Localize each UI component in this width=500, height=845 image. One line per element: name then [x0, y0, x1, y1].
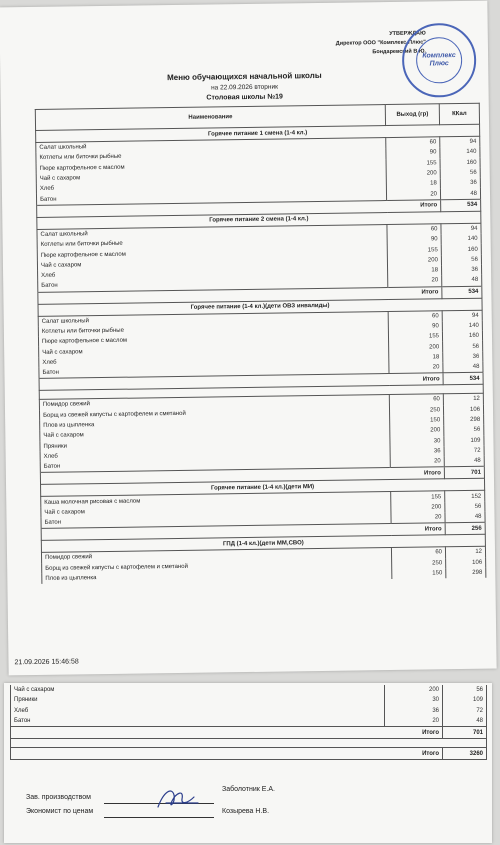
menu-table-continued — [10, 685, 487, 760]
menu-title: Меню обучающихся начальной школы — [167, 70, 322, 83]
dish-name: Батон — [39, 363, 389, 379]
approval-director: Директор ООО "Комплекс-Плюс" — [335, 39, 426, 47]
dish-name: Каша молочная рисовая с маслом — [41, 492, 391, 508]
dish-weight: 150 — [390, 415, 444, 426]
dish-name: Чай с сахаром — [41, 503, 391, 518]
dish-name: Батон — [41, 513, 391, 529]
dish-weight: 90 — [387, 234, 441, 245]
section-title: Горячее питание (1-4 кл.)(дети МИ) — [41, 479, 485, 497]
total-value: 701 — [443, 727, 487, 739]
dish-weight: 18 — [388, 265, 442, 276]
dish-name: Салат школьный — [38, 311, 388, 327]
menu-page-2 — [4, 683, 492, 843]
economist-signature-line — [104, 817, 214, 818]
dish-name: Хлеб — [38, 266, 388, 281]
dish-kcal: 140 — [440, 147, 480, 158]
dish-weight: 20 — [389, 362, 443, 374]
total-value: 701 — [444, 467, 484, 480]
menu-date: на 22.09.2026 вторник — [211, 83, 278, 92]
dish-weight: 200 — [391, 502, 445, 513]
total-row — [11, 727, 487, 739]
economist-label: Экономист по ценам — [26, 808, 94, 815]
dish-kcal: 48 — [443, 362, 483, 373]
menu-table — [35, 103, 487, 584]
dish-kcal: 36 — [443, 351, 483, 362]
section-title: Горячее питание 2 смена (1-4 кл.) — [37, 211, 481, 229]
total-label: Итого — [39, 373, 443, 391]
dish-kcal: 12 — [445, 547, 485, 558]
section-title: Горячее питание (1-4 кл.)(дети ОВЗ инвалиды) — [38, 298, 482, 316]
dish-kcal: 72 — [443, 706, 487, 716]
table-row — [11, 695, 487, 705]
dish-weight: 90 — [388, 321, 442, 332]
total-value: 534 — [442, 286, 482, 299]
column-header-name: Наименование — [35, 105, 385, 131]
dish-name: Пюре картофельное с маслом — [38, 332, 388, 347]
total-label: Итого — [40, 467, 444, 485]
dish-weight: 200 — [386, 168, 440, 179]
dish-kcal: 36 — [440, 178, 480, 189]
dish-name: Батон — [11, 716, 385, 727]
approval-name: Бондаревский В.Ю. — [372, 48, 427, 56]
dish-weight: 200 — [385, 685, 443, 695]
dish-kcal: 106 — [443, 404, 483, 415]
total-label: Итого — [11, 727, 443, 739]
total-value: 256 — [445, 523, 485, 536]
dish-name: Батон — [40, 457, 390, 473]
dish-kcal: 106 — [446, 557, 486, 568]
dish-kcal: 48 — [443, 716, 487, 727]
dish-kcal: 109 — [444, 435, 484, 446]
dish-weight: 36 — [385, 706, 443, 716]
dish-name: Хлеб — [39, 353, 389, 368]
dish-kcal: 152 — [445, 491, 485, 502]
dish-weight: 30 — [390, 436, 444, 447]
dish-name: Пюре картофельное с маслом — [37, 245, 387, 260]
dish-kcal: 94 — [442, 310, 482, 321]
dish-weight: 20 — [388, 276, 442, 288]
dish-kcal: 72 — [444, 446, 484, 457]
dish-name: Пюре картофельное с маслом — [36, 159, 386, 174]
dish-weight: 60 — [389, 394, 443, 406]
dish-name: Котлеты или биточки рыбные — [37, 235, 387, 250]
dish-name: Помидор свежий — [41, 548, 391, 564]
canteen-name: Столовая школы №19 — [206, 93, 283, 102]
dish-kcal: 140 — [441, 234, 481, 245]
production-manager-name: Заболотник Е.А. — [222, 786, 275, 793]
dish-kcal: 48 — [442, 275, 482, 286]
dish-weight: 250 — [389, 405, 443, 416]
dish-kcal: 12 — [443, 394, 483, 405]
dish-weight: 18 — [386, 178, 440, 189]
dish-weight: 155 — [388, 331, 442, 342]
dish-kcal: 94 — [440, 136, 480, 147]
dish-name: Батон — [36, 190, 386, 206]
dish-kcal: 36 — [442, 265, 482, 276]
dish-weight: 30 — [385, 695, 443, 705]
approval-title: УТВЕРЖДАЮ — [389, 30, 426, 37]
dish-kcal: 160 — [440, 157, 480, 168]
dish-name: Пряники — [11, 695, 385, 705]
dish-weight: 60 — [387, 224, 441, 236]
dish-name: Котлеты или биточки рыбные — [38, 322, 388, 337]
dish-name: Хлеб — [40, 447, 390, 462]
dish-kcal: 298 — [444, 415, 484, 426]
dish-name: Чай с сахаром — [11, 685, 385, 695]
dish-name: Салат школьный — [36, 138, 386, 154]
dish-name: Хлеб — [36, 179, 386, 194]
dish-kcal: 140 — [442, 321, 482, 332]
section-title: ГПД (1-4 кл.)(дети ММ,СВО) — [41, 535, 485, 553]
dish-weight: 200 — [390, 426, 444, 437]
grand-total-row — [11, 748, 487, 760]
dish-name: Пряники — [40, 437, 390, 452]
dish-weight: 20 — [386, 189, 440, 201]
dish-name: Батон — [38, 276, 388, 292]
dish-kcal: 56 — [443, 685, 487, 695]
dish-name: Чай с сахаром — [36, 169, 386, 184]
dish-name: Борщ из свежей капусты с картофелем и сметаной — [39, 406, 389, 421]
economist-name: Козырева Н.В. — [222, 808, 270, 815]
section-spacer — [11, 739, 487, 748]
total-value: 534 — [441, 199, 481, 212]
dish-weight: 155 — [387, 245, 441, 256]
total-label: Итого — [41, 523, 445, 541]
dish-weight: 20 — [391, 512, 445, 524]
dish-kcal: 48 — [440, 188, 480, 199]
dish-name: Чай с сахаром — [37, 256, 387, 271]
dish-kcal: 56 — [443, 341, 483, 352]
dish-name: Чай с сахаром — [40, 426, 390, 441]
dish-kcal: 109 — [443, 695, 487, 705]
dish-weight: 18 — [389, 352, 443, 363]
dish-weight: 60 — [386, 137, 440, 149]
total-label: Итого — [38, 286, 442, 304]
section-spacer-cell — [11, 739, 487, 748]
dish-kcal: 160 — [441, 244, 481, 255]
table-row — [11, 685, 487, 695]
dish-weight: 60 — [388, 310, 442, 322]
dish-weight: 150 — [392, 568, 446, 579]
table-row — [11, 716, 487, 727]
dish-kcal: 56 — [441, 254, 481, 265]
dish-kcal: 298 — [446, 568, 486, 579]
total-label: Итого — [11, 748, 443, 760]
stamp-text: Комплекс Плюс — [422, 52, 456, 68]
dish-weight: 200 — [387, 255, 441, 266]
print-timestamp: 21.09.2026 15:46:58 — [14, 658, 79, 667]
dish-name: Плов из цыпленка — [42, 569, 392, 584]
dish-weight: 155 — [391, 491, 445, 503]
dish-weight: 200 — [389, 342, 443, 353]
dish-kcal: 94 — [441, 223, 481, 234]
dish-kcal: 160 — [442, 331, 482, 342]
dish-kcal: 56 — [444, 425, 484, 436]
dish-name: Чай с сахаром — [39, 342, 389, 357]
production-manager-label: Зав. производством — [26, 794, 91, 801]
total-value: 3260 — [443, 748, 487, 760]
dish-weight: 90 — [386, 148, 440, 159]
dish-weight: 155 — [386, 158, 440, 169]
total-value: 534 — [443, 373, 483, 386]
dish-kcal: 48 — [444, 456, 484, 467]
dish-name: Котлеты или биточки рыбные — [36, 148, 386, 163]
dish-kcal: 56 — [440, 168, 480, 179]
dish-name: Помидор свежий — [39, 395, 389, 411]
handwritten-signature — [154, 783, 202, 813]
dish-kcal: 56 — [445, 501, 485, 512]
dish-name: Борщ из свежей капусты с картофелем и сметаной — [42, 559, 392, 574]
dish-weight: 20 — [385, 716, 443, 727]
dish-weight: 60 — [391, 547, 445, 559]
total-label: Итого — [37, 200, 441, 218]
column-header-kcal: ККал — [439, 103, 479, 125]
dish-name: Плов из цыпленка — [40, 416, 390, 431]
dish-kcal: 48 — [445, 512, 485, 523]
dish-weight: 36 — [390, 446, 444, 457]
dish-weight: 20 — [390, 456, 444, 468]
dish-weight: 250 — [392, 558, 446, 569]
dish-name: Салат школьный — [37, 224, 387, 240]
dish-name: Хлеб — [11, 706, 385, 716]
menu-page-1 — [0, 1, 497, 676]
section-title: Горячее питание 1 смена (1-4 кл.) — [36, 124, 480, 142]
table-row — [11, 706, 487, 716]
column-header-weight: Выход (гр) — [385, 104, 439, 126]
